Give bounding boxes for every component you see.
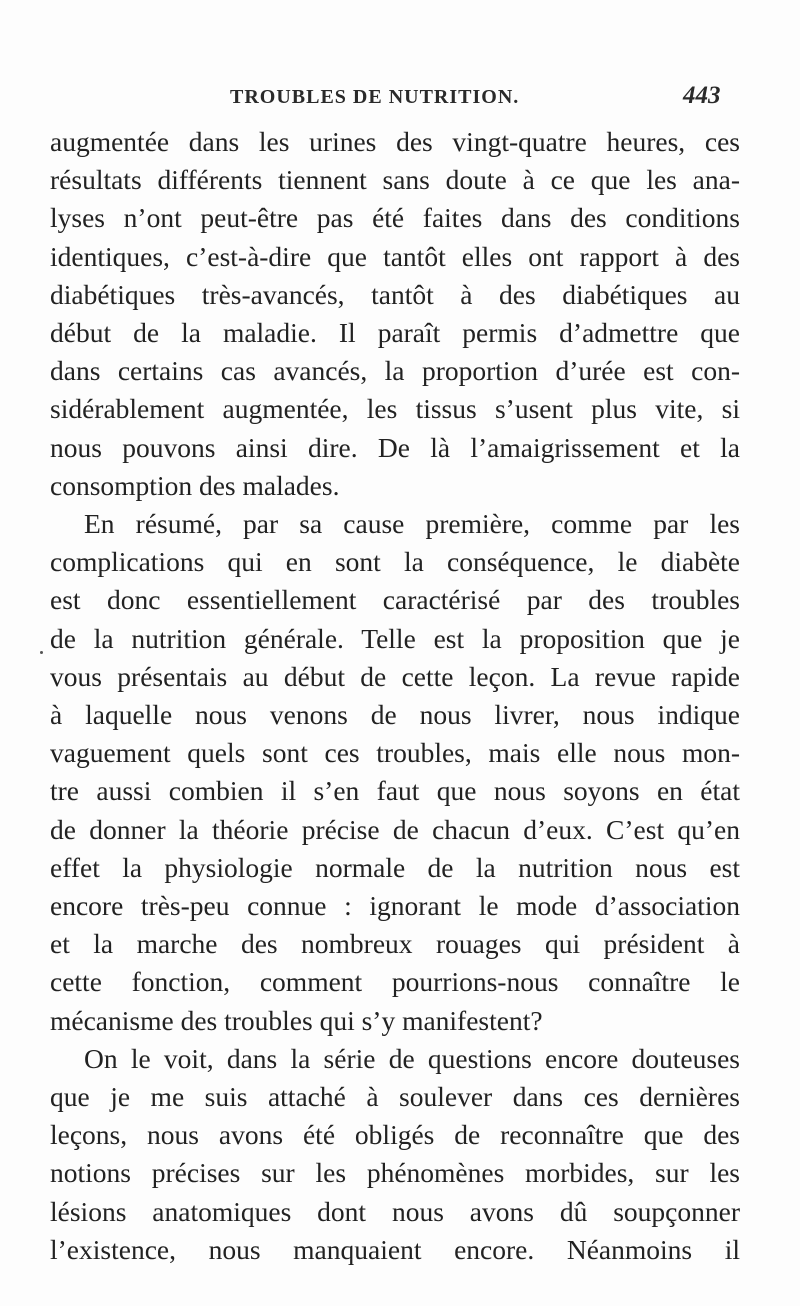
text-line: de donner la théorie précise de chacun d’eux. C’est qu’en: [50, 813, 740, 845]
text-line: dans certains cas avancés, la proportion d’urée est con-: [50, 355, 740, 387]
text-line: tre aussi combien il s’en faut que nous soyons en état: [50, 775, 740, 807]
text-line: mécanisme des troubles qui s’y manifestent?: [50, 1004, 543, 1036]
text-line: vaguement quels sont ces troubles, mais elle nous mon-: [50, 737, 740, 769]
text-line: notions précises sur les phénomènes morbides, sur les: [50, 1157, 740, 1189]
text-line: effet la physiologie normale de la nutrition nous est: [50, 851, 740, 883]
text-line: identiques, c’est-à-dire que tantôt elles ont rapport à des: [50, 240, 740, 272]
text-line: complications qui en sont la conséquence, le diabète: [50, 546, 740, 578]
text-line: lésions anatomiques dont nous avons dû soupçonner: [50, 1195, 740, 1227]
text-line: leçons, nous avons été obligés de reconnaître que des: [50, 1119, 740, 1151]
text-line: que je me suis attaché à soulever dans ces dernières: [50, 1081, 740, 1112]
text-line: encore très-peu connue : ignorant le mode d’association: [50, 890, 740, 921]
text-line: est donc essentiellement caractérisé par des troubles: [50, 584, 740, 616]
text-line: consomption des malades.: [50, 469, 340, 501]
text-line: En résumé, par sa cause première, comme par les: [84, 508, 740, 539]
margin-mark: [40, 651, 43, 654]
text-line: début de la maladie. Il paraît permis d’admettre que: [50, 317, 740, 348]
running-head: TROUBLES DE NUTRITION.: [230, 86, 520, 108]
text-line: de la nutrition générale. Telle est la proposition que je: [50, 622, 740, 654]
text-line: l’existence, nous manquaient encore. Néanmoins il: [50, 1233, 740, 1265]
text-line: à laquelle nous venons de nous livrer, nous indique: [50, 699, 740, 730]
text-line: résultats différents tiennent sans doute à ce que les ana-: [50, 164, 740, 196]
page-number: 443: [683, 82, 721, 109]
text-line: lyses n’ont peut-être pas été faites dans des conditions: [50, 202, 740, 234]
text-line: nous pouvons ainsi dire. De là l’amaigrissement et la: [50, 431, 740, 463]
text-line: sidérablement augmentée, les tissus s’usent plus vite, si: [50, 393, 740, 425]
text-line: On le voit, dans la série de questions encore douteuses: [84, 1042, 740, 1074]
text-line: augmentée dans les urines des vingt-quatre heures, ces: [50, 126, 740, 157]
text-line: et la marche des nombreux rouages qui président à: [50, 928, 740, 960]
text-line: diabétiques très-avancés, tantôt à des diabétiques au: [50, 278, 740, 310]
text-line: cette fonction, comment pourrions-nous connaître le: [50, 966, 740, 998]
text-line: vous présentais au début de cette leçon. La revue rapide: [50, 660, 740, 692]
